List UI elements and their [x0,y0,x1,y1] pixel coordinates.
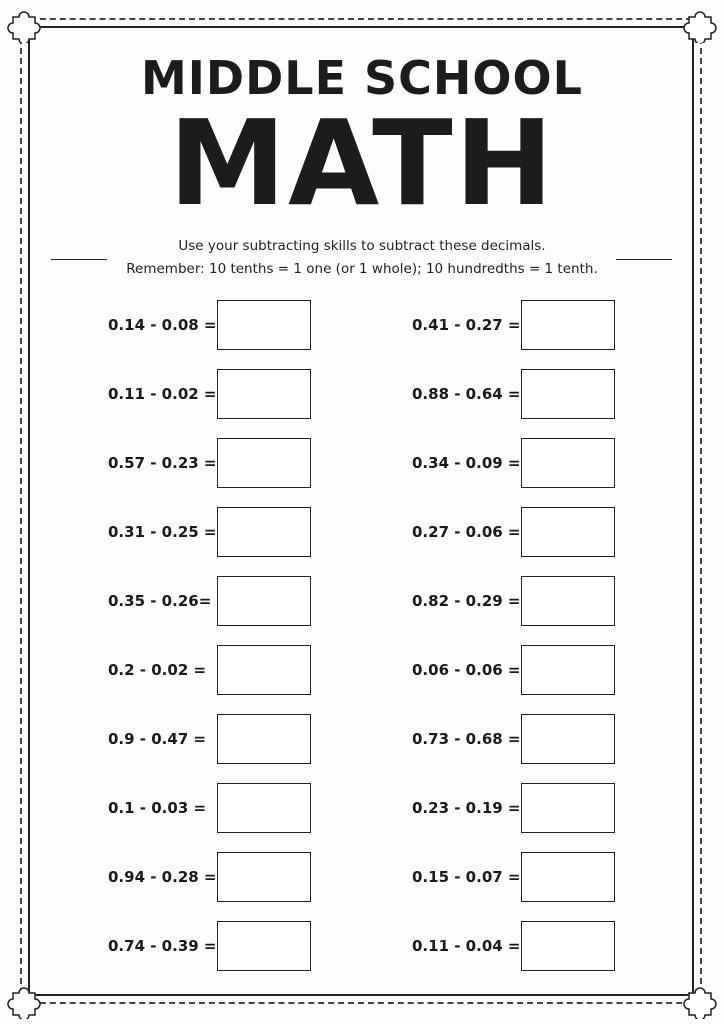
answer-box[interactable] [521,369,615,419]
answer-box[interactable] [521,714,615,764]
problem-text: 0.27 - 0.06 = [412,523,521,541]
answer-box[interactable] [217,645,311,695]
divider-left [51,259,107,260]
answer-box[interactable] [521,576,615,626]
answer-box[interactable] [217,783,311,833]
answer-box[interactable] [521,300,615,350]
instructions-line-2: Remember: 10 tenths = 1 one (or 1 whole); 10 hundredths = 1 tenth. [126,261,598,277]
problem-text: 0.14 - 0.08 = [108,316,217,334]
answer-box[interactable] [217,507,311,557]
answer-box[interactable] [521,645,615,695]
puzzle-corner-icon [5,5,43,43]
divider-right [616,259,672,260]
problem-text: 0.11 - 0.04 = [412,937,521,955]
answer-box[interactable] [521,852,615,902]
problem-text: 0.35 - 0.26= [108,592,212,610]
problem-text: 0.11 - 0.02 = [108,385,217,403]
answer-box[interactable] [217,921,311,971]
problem-text: 0.94 - 0.28 = [108,868,217,886]
puzzle-corner-icon [681,5,719,43]
answer-box[interactable] [217,714,311,764]
answer-box[interactable] [521,921,615,971]
answer-box[interactable] [217,852,311,902]
problem-text: 0.57 - 0.23 = [108,454,217,472]
instructions-line-1: Use your subtracting skills to subtract these decimals. [178,238,546,254]
puzzle-corner-icon [5,981,43,1019]
worksheet-title-main: MATH [168,94,556,232]
answer-box[interactable] [217,576,311,626]
problem-text: 0.41 - 0.27 = [412,316,521,334]
problem-text: 0.1 - 0.03 = [108,799,207,817]
problem-text: 0.34 - 0.09 = [412,454,521,472]
answer-box[interactable] [217,438,311,488]
problem-text: 0.82 - 0.29 = [412,592,521,610]
worksheet-title-top: MIDDLE SCHOOL [141,51,583,105]
answer-box[interactable] [217,369,311,419]
answer-box[interactable] [521,783,615,833]
answer-box[interactable] [217,300,311,350]
problem-text: 0.73 - 0.68 = [412,730,521,748]
problem-text: 0.9 - 0.47 = [108,730,207,748]
problem-text: 0.74 - 0.39 = [108,937,217,955]
answer-box[interactable] [521,507,615,557]
answer-box[interactable] [521,438,615,488]
problem-text: 0.88 - 0.64 = [412,385,521,403]
problem-text: 0.06 - 0.06 = [412,661,521,679]
problem-text: 0.15 - 0.07 = [412,868,521,886]
problem-text: 0.23 - 0.19 = [412,799,521,817]
puzzle-corner-icon [681,981,719,1019]
problem-text: 0.2 - 0.02 = [108,661,207,679]
problem-text: 0.31 - 0.25 = [108,523,217,541]
